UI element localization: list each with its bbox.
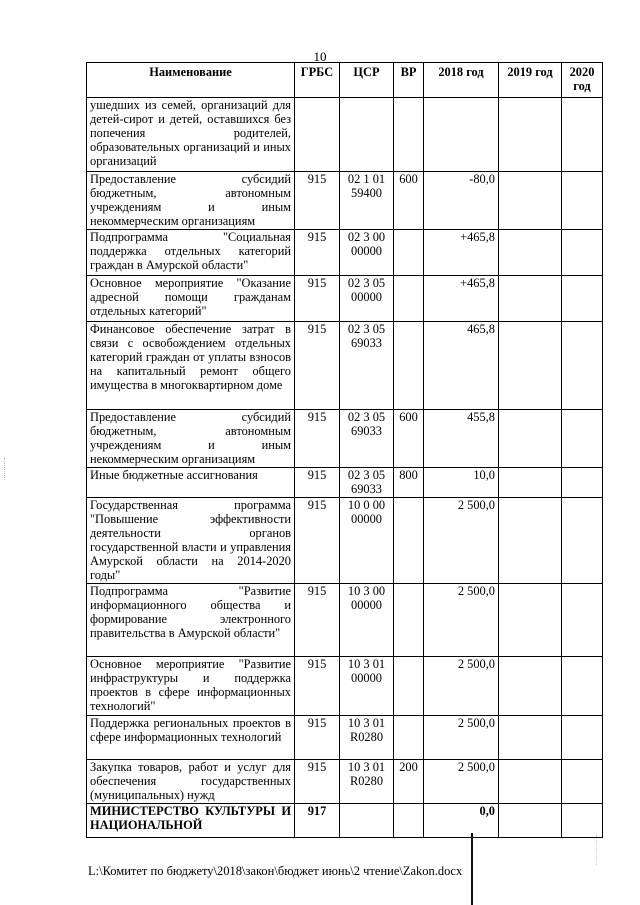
cell-2020 [562, 230, 603, 276]
cell-2018: 0,0 [424, 804, 499, 838]
cell-grbs: 915 [295, 498, 340, 584]
cell-2019 [499, 760, 562, 804]
cell-name: Закупка товаров, работ и услуг для обеспечения государственных (муниципальных) нужд [87, 760, 295, 804]
cell-vr: 600 [394, 172, 424, 230]
cell-name: Предоставление субсидий бюджетным, автономным учреждениям и иным некоммерческим организациям [87, 172, 295, 230]
cell-grbs: 915 [295, 760, 340, 804]
cell-2018: 2 500,0 [424, 760, 499, 804]
cell-2018: 2 500,0 [424, 716, 499, 760]
cell-grbs [295, 98, 340, 172]
cell-vr [394, 98, 424, 172]
table-row [87, 468, 603, 498]
cell-2020 [562, 760, 603, 804]
table-row [87, 322, 603, 410]
cell-vr [394, 322, 424, 410]
cell-grbs: 915 [295, 584, 340, 657]
table-row [87, 276, 603, 322]
cell-name: МИНИСТЕРСТВО КУЛЬТУРЫ И НАЦИОНАЛЬНОЙ [87, 804, 295, 838]
table-header-row [87, 63, 603, 98]
file-path-footer: L:\Комитет по бюджету\2018\закон\бюджет июнь\2 чтение\Zakon.docx [88, 864, 463, 878]
cell-vr [394, 657, 424, 716]
cell-2019 [499, 98, 562, 172]
cell-2020 [562, 716, 603, 760]
cell-csr: 02 3 05 00000 [340, 276, 394, 322]
cell-grbs: 915 [295, 172, 340, 230]
cell-2019 [499, 276, 562, 322]
cell-vr [394, 584, 424, 657]
cell-2020 [562, 804, 603, 838]
cell-2020 [562, 584, 603, 657]
cell-grbs: 915 [295, 276, 340, 322]
scan-artifact-mark [4, 458, 10, 480]
cell-grbs: 915 [295, 657, 340, 716]
cell-name: Государственная программа "Повышение эффективности деятельности органов государственной власти и управления Амурской области на 2014-2020 годы" [87, 498, 295, 584]
cell-csr [340, 98, 394, 172]
cell-2019 [499, 172, 562, 230]
table-row [87, 98, 603, 172]
cell-csr: 10 3 01 00000 [340, 657, 394, 716]
cell-2020 [562, 657, 603, 716]
cell-csr: 02 1 01 59400 [340, 172, 394, 230]
cell-name: Основное мероприятие "Развитие инфраструктуры и поддержка проектов в сфере информационных технологий" [87, 657, 295, 716]
cell-name: Иные бюджетные ассигнования [87, 468, 295, 498]
cell-csr: 10 0 00 00000 [340, 498, 394, 584]
cell-csr: 10 3 01 R0280 [340, 716, 394, 760]
page-number: 10 [313, 49, 327, 64]
table-body [87, 98, 603, 838]
table-row [87, 716, 603, 760]
cell-csr: 10 3 00 00000 [340, 584, 394, 657]
cell-vr: 600 [394, 410, 424, 468]
table-row [87, 410, 603, 468]
cell-2020 [562, 468, 603, 498]
cell-2018: 465,8 [424, 322, 499, 410]
cell-2019 [499, 468, 562, 498]
cell-2018 [424, 98, 499, 172]
table-row [87, 172, 603, 230]
cell-vr: 800 [394, 468, 424, 498]
scan-artifact-line [471, 833, 473, 905]
cell-vr [394, 230, 424, 276]
cell-2020 [562, 276, 603, 322]
cell-2020 [562, 172, 603, 230]
cell-vr [394, 498, 424, 584]
header-csr: ЦСР [340, 63, 394, 98]
cell-csr: 10 3 01 R0280 [340, 760, 394, 804]
cell-grbs: 915 [295, 716, 340, 760]
cell-grbs: 917 [295, 804, 340, 838]
table-row [87, 498, 603, 584]
cell-2018: +465,8 [424, 276, 499, 322]
cell-grbs: 915 [295, 230, 340, 276]
cell-name: Основное мероприятие "Оказание адресной помощи гражданам отдельных категорий" [87, 276, 295, 322]
cell-2018: 2 500,0 [424, 498, 499, 584]
table-row [87, 804, 603, 838]
header-2018: 2018 год [424, 63, 499, 98]
cell-2018: +465,8 [424, 230, 499, 276]
cell-2019 [499, 498, 562, 584]
header-2019: 2019 год [499, 63, 562, 98]
cell-csr: 02 3 05 69033 [340, 410, 394, 468]
cell-2018: 10,0 [424, 468, 499, 498]
cell-name: Подпрограмма "Развитие информационного общества и формирование электронного правительства в Амурской области" [87, 584, 295, 657]
cell-name: Финансовое обеспечение затрат в связи с освобождением отдельных категорий граждан от уплаты взносов на капитальный ремонт общего имущества в многоквартирном доме [87, 322, 295, 410]
header-grbs: ГРБС [295, 63, 340, 98]
scan-artifact-mark [596, 835, 599, 865]
cell-2019 [499, 322, 562, 410]
cell-name: Поддержка региональных проектов в сфере информационных технологий [87, 716, 295, 760]
cell-name: Подпрограмма "Социальная поддержка отдельных категорий граждан в Амурской области" [87, 230, 295, 276]
table-row [87, 760, 603, 804]
cell-2019 [499, 657, 562, 716]
header-2020: 2020 год [562, 63, 603, 98]
cell-2019 [499, 716, 562, 760]
cell-name: ушедших из семей, организаций для детей-сирот и детей, оставшихся без попечения родителей, образовательных организаций и иных организаций [87, 98, 295, 172]
cell-csr: 02 3 00 00000 [340, 230, 394, 276]
cell-csr [340, 804, 394, 838]
header-name: Наименование [87, 63, 295, 98]
cell-2020 [562, 498, 603, 584]
cell-2019 [499, 584, 562, 657]
cell-2018: 455,8 [424, 410, 499, 468]
cell-2020 [562, 322, 603, 410]
table-row [87, 657, 603, 716]
cell-2020 [562, 410, 603, 468]
cell-2019 [499, 410, 562, 468]
cell-name: Предоставление субсидий бюджетным, автономным учреждениям и иным некоммерческим организациям [87, 410, 295, 468]
cell-csr: 02 3 05 69033 [340, 322, 394, 410]
cell-2020 [562, 98, 603, 172]
table-row [87, 230, 603, 276]
cell-grbs: 915 [295, 322, 340, 410]
cell-2018: 2 500,0 [424, 657, 499, 716]
cell-2019 [499, 804, 562, 838]
cell-2018: 2 500,0 [424, 584, 499, 657]
cell-grbs: 915 [295, 410, 340, 468]
cell-vr [394, 804, 424, 838]
cell-vr [394, 276, 424, 322]
cell-2018: -80,0 [424, 172, 499, 230]
cell-csr: 02 3 05 69033 [340, 468, 394, 498]
cell-vr: 200 [394, 760, 424, 804]
cell-grbs: 915 [295, 468, 340, 498]
budget-table [86, 62, 603, 838]
cell-vr [394, 716, 424, 760]
cell-2019 [499, 230, 562, 276]
header-vr: ВР [394, 63, 424, 98]
table-row [87, 584, 603, 657]
